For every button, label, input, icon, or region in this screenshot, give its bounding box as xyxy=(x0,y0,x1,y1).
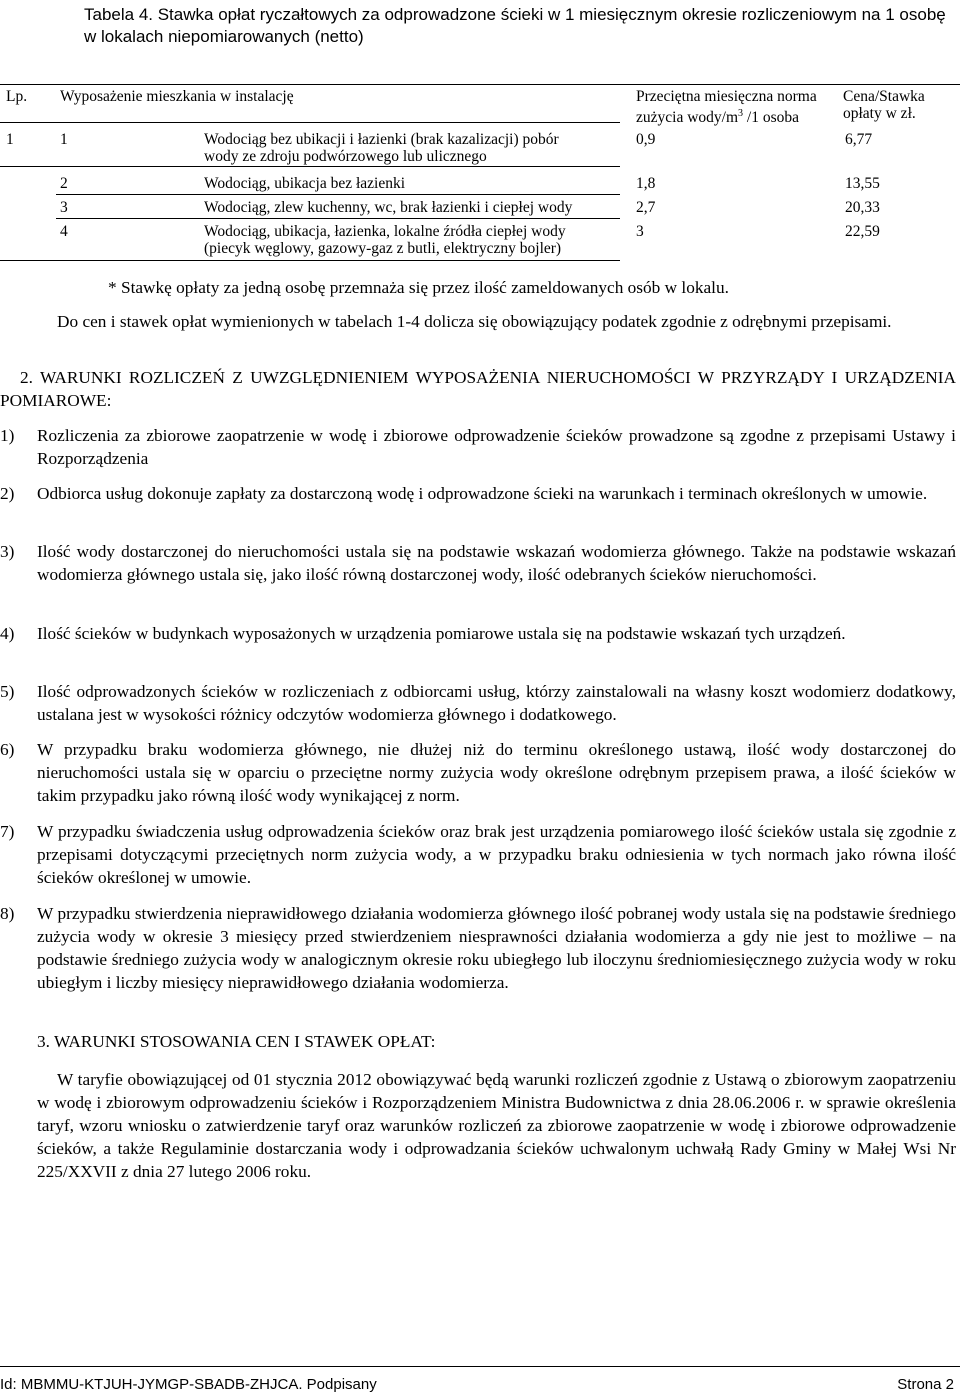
row1-no: 1 xyxy=(60,131,68,148)
row-rule xyxy=(0,166,620,167)
table-header-rule xyxy=(0,122,620,123)
list-item-text: Ilość ścieków w budynkach wyposażonych w urządzenia pomiarowe ustala się na podstawie wskazań tych urządzeń. xyxy=(37,624,846,643)
list-item-number: 4) xyxy=(0,624,15,643)
row2-price: 13,55 xyxy=(845,175,880,192)
row4-price: 22,59 xyxy=(845,223,880,240)
document-id: Id: MBMMU-KTJUH-JYMGP-SBADB-ZHJCA. Podpisany xyxy=(0,1376,377,1393)
row2-norm: 1,8 xyxy=(636,175,656,192)
rates-table xyxy=(0,84,960,264)
list-item-number: 3) xyxy=(0,542,15,561)
row-rule xyxy=(56,218,620,219)
list-item-text: W przypadku stwierdzenia nieprawidłowego działania wodomierza głównego ilość pobranej wody ustala się na podstawie średniego zużycia wody w okresie 3 miesięcy przed stwierdzeniem niesprawności działania wodomierza a gdy nie jest to możliwe – na podstawie średniego zużycia wody w analogicznym okresie roku ubiegłego lub iloczynu średniomiesięcznego zużycia wody w roku ubiegłym i liczby miesięcy nieprawidłowego działania wodomierza. xyxy=(37,904,956,992)
row1-description: Wodociąg bez ubikacji i łazienki (brak kazalizacji) pobór wody ze zdroju podwórzowego lub ulicznego xyxy=(204,131,559,165)
list-item-text: Odbiorca usług dokonuje zapłaty za dostarczoną wodę i odprowadzone ścieki na warunkach i terminach określonych w umowie. xyxy=(37,484,928,503)
section3-heading: 3. WARUNKI STOSOWANIA CEN I STAWEK OPŁAT: xyxy=(37,1032,436,1051)
list-item-text: W przypadku braku wodomierza głównego, nie dłużej niż do terminu określonego ustawą, ilość wody dostarczonej do nieruchomości ustala się w oparciu o przeciętne normy zużycia wody określone odrębnym przepisem prawa, a ilość ścieków w takim przypadku jako równą ilość wody wynikającej z norm. xyxy=(37,740,956,805)
row1-lp: 1 xyxy=(6,131,14,148)
list-item-text: W przypadku świadczenia usług odprowadzenia ścieków oraz brak jest urządzenia pomiarowego ilość ścieków ustala się zgodnie z przepisami dotyczącymi przeciętnych norm zużycia wody, a w przypadku braku odniesienia w tych normach jako równa ilość ścieków określonej w umowie. xyxy=(37,822,956,887)
row3-price: 20,33 xyxy=(845,199,880,216)
list-item-number: 8) xyxy=(0,904,15,923)
row3-description: Wodociąg, zlew kuchenny, wc, brak łazienki i ciepłej wody xyxy=(204,199,573,216)
row4-norm: 3 xyxy=(636,223,644,240)
row1-norm: 0,9 xyxy=(636,131,656,148)
table-top-rule xyxy=(0,84,960,85)
vat-note: Do cen i stawek opłat wymienionych w tabelach 1-4 dolicza się obowiązujący podatek zgodnie z odrębnymi przepisami. xyxy=(57,312,892,331)
list-item-number: 7) xyxy=(0,822,15,841)
list-item-number: 5) xyxy=(0,682,15,701)
list-item-text: Ilość wody dostarczonej do nieruchomości ustala się na podstawie wskazań wodomierza głównego. Także na podstawie wskazań wodomierza głównego ustala się, jako ilość równą dostarczonej wody, ilość odebranych ścieków nieruchomości. xyxy=(37,542,956,584)
row3-norm: 2,7 xyxy=(636,199,656,216)
section2-heading: 2. WARUNKI ROZLICZEŃ Z UWZGLĘDNIENIEM WYPOSAŻENIA NIERUCHOMOŚCI W PRZYRZĄDY I URZĄDZENIA POMIAROWE: xyxy=(0,368,956,410)
row4-no: 4 xyxy=(60,223,68,240)
row1-price: 6,77 xyxy=(845,131,873,148)
row-rule xyxy=(56,194,620,195)
footer-rule xyxy=(0,1366,960,1367)
row4-description: Wodociąg, ubikacja, łazienka, lokalne źródła ciepłej wody (piecyk węglowy, gazowy-gaz z butli, elektryczny bojler) xyxy=(204,223,566,257)
header-norm: Przeciętna miesięczna norma zużycia wody/$m^3$ /1 osoba xyxy=(636,88,817,127)
row2-no: 2 xyxy=(60,175,68,192)
page-number: Strona 2 xyxy=(897,1376,954,1393)
list-item-number: 6) xyxy=(0,740,15,759)
list-item-number: 1) xyxy=(0,426,15,445)
section3-paragraph: W taryfie obowiązującej od 01 stycznia 2012 obowiązywać będą warunki rozliczeń zgodnie z Ustawą o zbiorowym zaopatrzeniu w wodę i zbiorowym odprowadzeniu ścieków i Rozporządzeniem Ministra Budownictwa z dnia 28.06.2006 r. w sprawie określenia taryf, wzoru wniosku o zatwierdzenie taryf oraz warunków rozliczeń za zbiorowe zaopatrzenie w wodę i zbiorowe odprowadzenie ścieków, a także Regulaminie dostarczania wody i odprowadzania ścieków uchwalonym uchwałą Rady Gminy w Małej Wsi Nr 225/XXVII z dnia 27 lutego 2006 roku. xyxy=(37,1070,956,1181)
header-lp: Lp. xyxy=(6,88,28,105)
row2-description: Wodociąg, ubikacja bez łazienki xyxy=(204,175,406,192)
header-equipment: Wyposażenie mieszkania w instalację xyxy=(60,88,294,105)
footnote: * Stawkę opłaty za jedną osobę przemnaża się przez ilość zameldowanych osób w lokalu. xyxy=(108,278,729,297)
table-caption: Tabela 4. Stawka opłat ryczałtowych za odprowadzone ścieki w 1 miesięcznym okresie rozliczeniowym na 1 osobę w lokalach niepomiarowanych (netto) xyxy=(84,5,946,46)
row3-no: 3 xyxy=(60,199,68,216)
header-price: Cena/Stawka opłaty w zł. xyxy=(843,88,925,122)
table-bottom-rule xyxy=(0,260,620,261)
list-item-text: Ilość odprowadzonych ścieków w rozliczeniach z odbiorcami usług, którzy zainstalowali na własny koszt wodomierz dodatkowy, ustalana jest w wysokości różnicy odczytów wodomierza głównego i dodatkowego. xyxy=(37,682,956,724)
list-item-text: Rozliczenia za zbiorowe zaopatrzenie w wodę i zbiorowe odprowadzenie ścieków prowadzone są zgodne z przepisami Ustawy i Rozporządzenia xyxy=(37,426,956,468)
list-item-number: 2) xyxy=(0,484,15,503)
